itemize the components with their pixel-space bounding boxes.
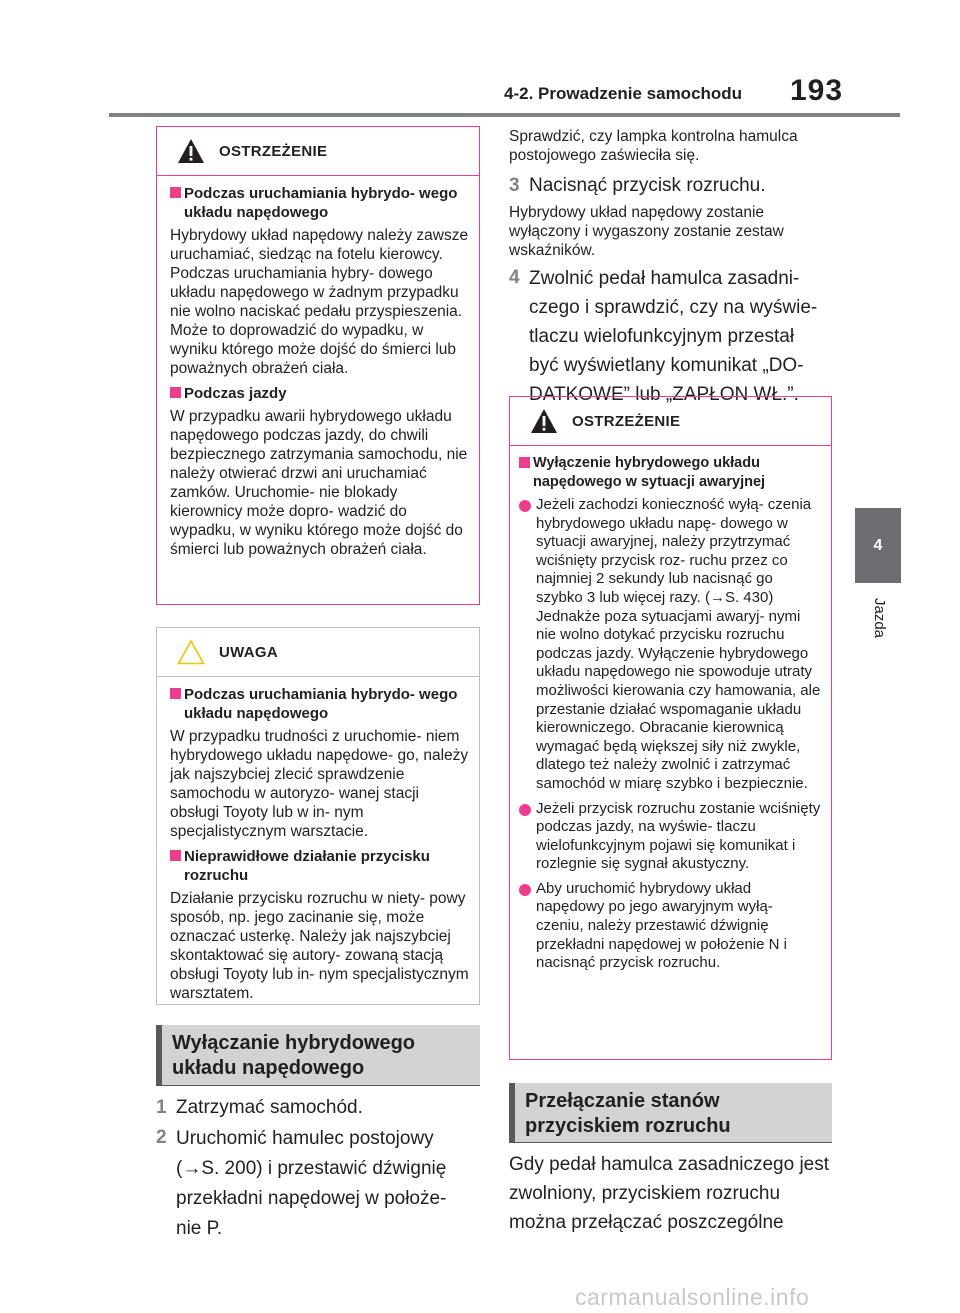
step-1 [156,1094,486,1121]
chapter-label: Jazda [871,598,888,639]
section-heading: Wyłączanie hybrydowego układu napędowego [156,1025,480,1086]
warning-subheading: Wyłączenie hybrydowego układu napędowego w sytuacji awaryjnej [519,454,821,492]
caution-subheading: Podczas uruchamiania hybrydo- wego układu napędowego [170,685,469,723]
warning-bullet: Jeżeli przycisk rozruchu zostanie wciśnięty podczas jazdy, na wyświe- tlaczu wielofunkcyjnym pojawi się komunikat i rozlegnie się sygnał akustyczny. [519,800,821,874]
round-bullet-icon [519,804,531,816]
header-rule [109,113,900,117]
step-number: 4 [509,267,520,288]
warning-title: OSTRZEŻENIE [219,142,328,160]
step-text: Zatrzymać samochód. [176,1097,363,1118]
square-bullet-icon [170,850,181,861]
caution-box [156,627,480,1005]
chapter-label-wrap [862,598,892,658]
square-bullet-icon [170,187,181,198]
step-2 [156,1124,471,1244]
step-number: 1 [156,1097,167,1118]
step-4 [509,264,827,409]
step-number: 3 [509,175,520,196]
section-title: 4-2. Prowadzenie samochodu [504,84,743,103]
page-number: 193 [790,74,844,107]
warning-text: Hybrydowy układ napędowy należy zawsze uruchamiać, siedząc na fotelu kierowcy. Podczas uruchamiania hybry- dowego układu napędowego w żadnym przypadku nie wolno naciskać pedału przyspieszenia. Może to doprowadzić do wypadku, w wyniku którego może dojść do śmierci lub poważnych obrażeń ciała. [170,227,469,377]
section-heading: Przełączanie stanów przyciskiem rozruchu [509,1083,832,1143]
round-bullet-icon [519,884,531,896]
square-bullet-icon [519,457,530,468]
caution-triangle-icon [177,639,205,665]
warning-subheading: Podczas jazdy [170,384,469,403]
step-number: 2 [156,1127,167,1148]
warning-triangle-icon [177,138,205,164]
warning-header [510,397,831,446]
chapter-number: 4 [873,536,883,554]
step-text: Uruchomić hamulec postojowy (→S. 200) i przestawić dźwignię przekładni napędowej w położe- nie P. [176,1128,447,1239]
square-bullet-icon [170,387,181,398]
caution-header [157,628,479,677]
step-text: Zwolnić pedał hamulca zasadni- czego i sprawdzić, czy na wyświe- tlaczu wielofunkcyjnym przestał być wyświetlany komunikat „DO- DATKOWE” lub „ZAPŁON WŁ.”. [529,268,818,405]
watermark: carmanualsonline.info [575,1284,810,1310]
warning-header [157,127,479,176]
warning-triangle-icon [530,408,558,434]
step-3-note: Hybrydowy układ napędowy zostanie wyłączony i wygaszony zostanie zestaw wskaźników. [509,204,784,259]
square-bullet-icon [170,688,181,699]
caution-title: UWAGA [219,643,278,661]
step-3 [509,172,834,199]
warning-title: OSTRZEŻENIE [572,412,681,430]
warning-box [509,396,832,1060]
caution-text: W przypadku trudności z uruchomie- niem hybrydowego układu napędowe- go, należy jak najszybciej zlecić sprawdzenie samochodu w autoryzo- wanej stacji obsługi Toyoty lub w in- nym specjalistycznym warsztacie. [170,728,469,840]
step-text: Nacisnąć przycisk rozruchu. [529,175,766,196]
round-bullet-icon [519,500,531,512]
warning-box [156,126,480,605]
warning-subheading: Podczas uruchamiania hybrydo- wego układu napędowego [170,184,469,222]
section-text: Gdy pedał hamulca zasadniczego jest zwolniony, przyciskiem rozruchu można przełączać poszczególne [509,1154,830,1233]
warning-bullet: Aby uruchomić hybrydowy układ napędowy po jego awaryjnym wyłą- czeniu, należy przestawić dźwignię przekładni napędowej w położenie N i nacisnąć przycisk rozruchu. [519,880,821,973]
chapter-tab[interactable] [855,508,901,583]
warning-text: W przypadku awarii hybrydowego układu napędowego podczas jazdy, do chwili bezpiecznego zatrzymania samochodu, nie należy otwierać drzwi ani uruchamiać zamków. Uruchomie- nie blokady kierownicy może dopro- wadzić do wypadku, w wyniku którego może dojść do śmierci lub poważnych obrażeń ciała. [170,408,468,558]
warning-bullet: Jeżeli zachodzi konieczność wyłą- czenia hybrydowego układu napę- dowego w sytuacji awaryjnej, należy przytrzymać wciśnięty przycisk roz- ruchu przez co najmniej 2 sekundy lub nacisnąć go szybko 3 lub więcej razy. (→S. 430) Jednakże poza sytuacjami awaryj- nymi nie wolno dotykać przycisku rozruchu podczas jazdy. Wyłączenie hybrydowego układu napędowego nie spowoduje utraty możliwości kierowania czy hamowania, ale przestanie działać wspomaganie układu kierowniczego. Obracanie kierownicą wymagać będą większej siły niż zwykle, dlatego też należy zwolnić i zatrzymać samochód w miarę szybko i bezpiecznie. [519,496,821,794]
step-2-continuation: Sprawdzić, czy lampka kontrolna hamulca postojowego zaświeciła się. [509,128,798,164]
caution-text: Działanie przycisku rozruchu w niety- powy sposób, np. jego zacinanie się, może oznaczać usterkę. Należy jak najszybciej skontaktować się autory- zowaną stacją obsługi Toyoty lub in- nym specjalistycznym warsztatem. [170,890,469,1002]
caution-subheading: Nieprawidłowe działanie przycisku rozruchu [170,847,469,885]
